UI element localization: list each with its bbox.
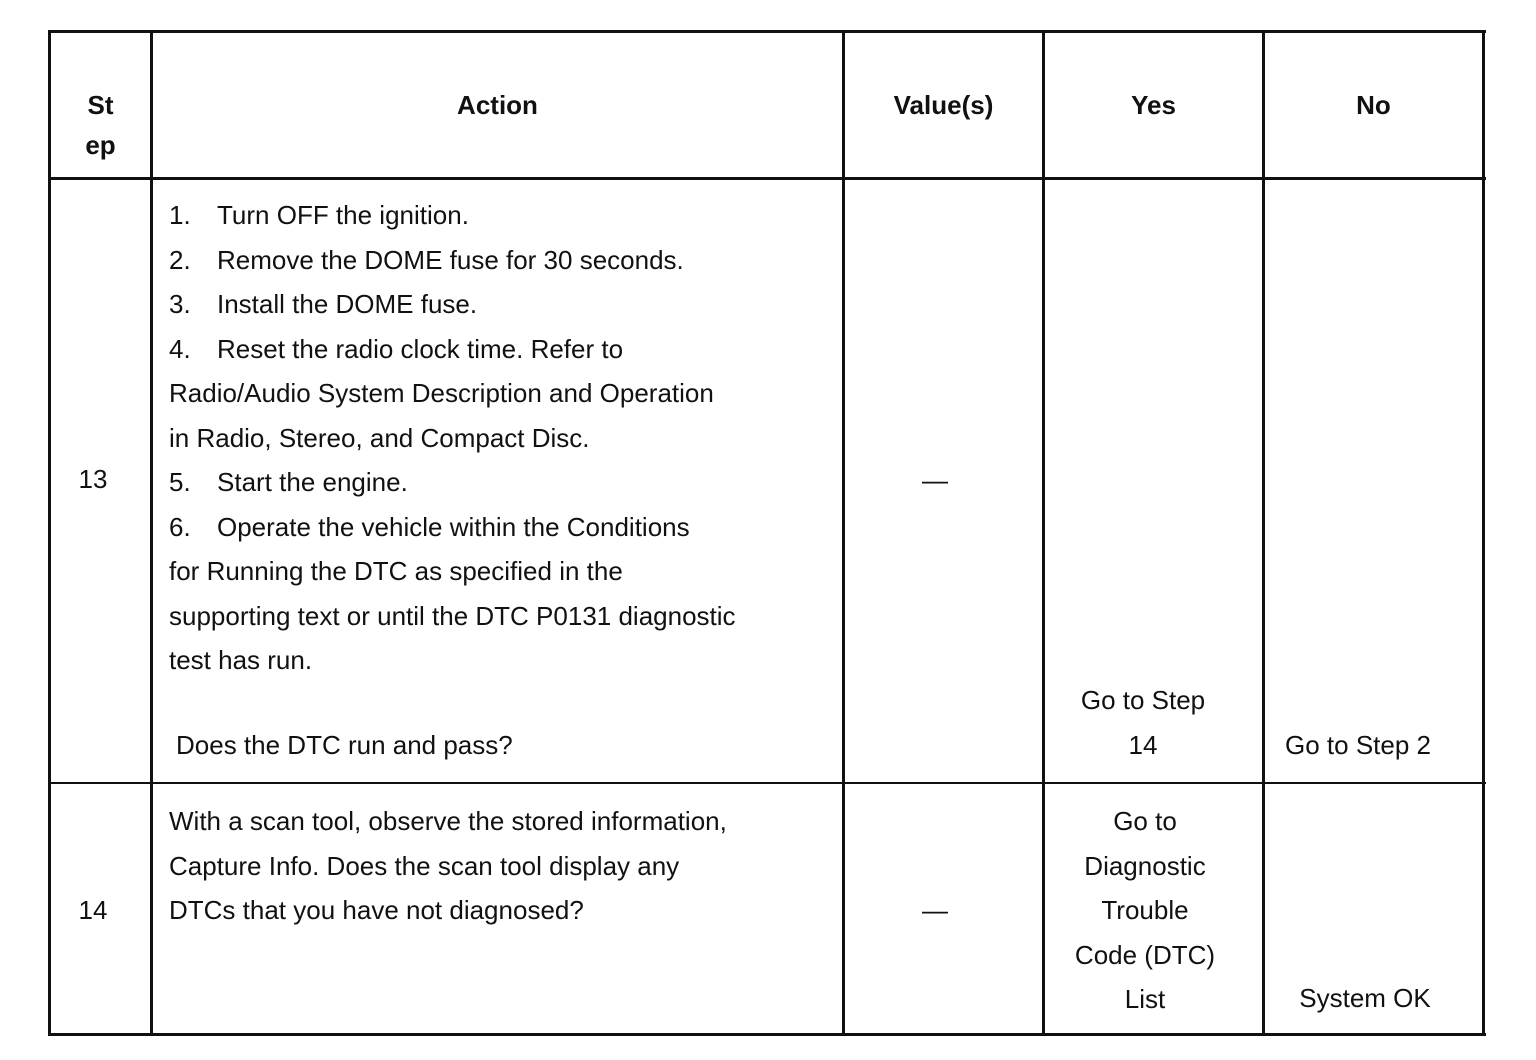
action-step-number: 2. bbox=[169, 244, 191, 275]
action-step-text: Reset the radio clock time. Refer to bbox=[217, 333, 624, 364]
diagnostic-table bbox=[48, 30, 1486, 1036]
step-number: 13 bbox=[78, 464, 108, 494]
action-text-line: With a scan tool, observe the stored information, bbox=[169, 806, 727, 836]
action-cell bbox=[169, 193, 839, 683]
header-step bbox=[51, 85, 150, 165]
yes-text-line: Trouble bbox=[1101, 895, 1189, 925]
table-border-bottom bbox=[48, 1033, 1486, 1036]
action-step-text: Install the DOME fuse. bbox=[217, 289, 478, 319]
value-cell: — bbox=[922, 895, 948, 925]
action-continuation: supporting text or until the DTC P0131 diagnostic bbox=[169, 600, 736, 631]
action-step-number: 5. bbox=[169, 467, 191, 497]
action-step-number: 1. bbox=[169, 200, 191, 230]
header-action: Action bbox=[457, 90, 538, 120]
yes-text-line: 14 bbox=[1128, 729, 1158, 760]
yes-text-line: Diagnostic bbox=[1084, 850, 1206, 881]
action-text-line: Capture Info. Does the scan tool display any bbox=[169, 850, 680, 881]
header-step-line2: ep bbox=[85, 130, 116, 160]
action-step-text: Turn OFF the ignition. bbox=[217, 200, 469, 230]
value-cell: — bbox=[922, 465, 948, 495]
action-continuation: for Running the DTC as specified in the bbox=[169, 556, 623, 586]
action-step-item bbox=[169, 327, 839, 372]
header-yes: Yes bbox=[1131, 90, 1176, 120]
action-continuation: Radio/Audio System Description and Operation bbox=[169, 378, 714, 408]
yes-cell bbox=[1045, 678, 1241, 767]
yes-text-line: Go to bbox=[1113, 806, 1177, 836]
action-step-text: Remove the DOME fuse for 30 seconds. bbox=[217, 244, 684, 275]
yes-text-line: Go to Step bbox=[1080, 685, 1206, 715]
action-step-number: 4. bbox=[169, 333, 191, 364]
action-continuation: test has run. bbox=[169, 645, 313, 675]
action-step-item bbox=[169, 193, 839, 238]
table-border-left bbox=[48, 30, 51, 1036]
action-step-text: Start the engine. bbox=[217, 467, 408, 497]
step-number: 14 bbox=[78, 895, 108, 925]
no-cell: Go to Step 2 bbox=[1285, 730, 1431, 760]
action-step-item bbox=[169, 505, 839, 550]
action-text-line: DTCs that you have not diagnosed? bbox=[169, 895, 584, 925]
col-divider-yes bbox=[1262, 30, 1265, 1036]
col-divider-action bbox=[842, 30, 845, 1036]
yes-text-line: List bbox=[1124, 984, 1166, 1014]
action-continuation: in Radio, Stereo, and Compact Disc. bbox=[169, 422, 590, 453]
action-step-number: 3. bbox=[169, 289, 191, 319]
header-divider bbox=[48, 177, 1486, 180]
action-step-item bbox=[169, 460, 839, 505]
header-no: No bbox=[1356, 90, 1391, 120]
row-divider bbox=[48, 782, 1486, 784]
yes-text-line: Code (DTC) bbox=[1074, 939, 1216, 970]
action-step-item bbox=[169, 238, 839, 283]
table-border-right bbox=[1482, 30, 1485, 1036]
action-step-text: Operate the vehicle within the Conditions bbox=[217, 511, 690, 542]
col-divider-step bbox=[150, 30, 153, 1036]
action-cell bbox=[169, 799, 839, 933]
no-cell: System OK bbox=[1299, 983, 1431, 1013]
action-question: Does the DTC run and pass? bbox=[176, 730, 513, 760]
header-values: Value(s) bbox=[893, 90, 994, 120]
header-step-line1: St bbox=[87, 90, 114, 120]
action-step-item bbox=[169, 282, 839, 327]
table-border-top bbox=[48, 30, 1486, 33]
yes-cell bbox=[1045, 799, 1245, 1022]
action-step-number: 6. bbox=[169, 511, 191, 542]
